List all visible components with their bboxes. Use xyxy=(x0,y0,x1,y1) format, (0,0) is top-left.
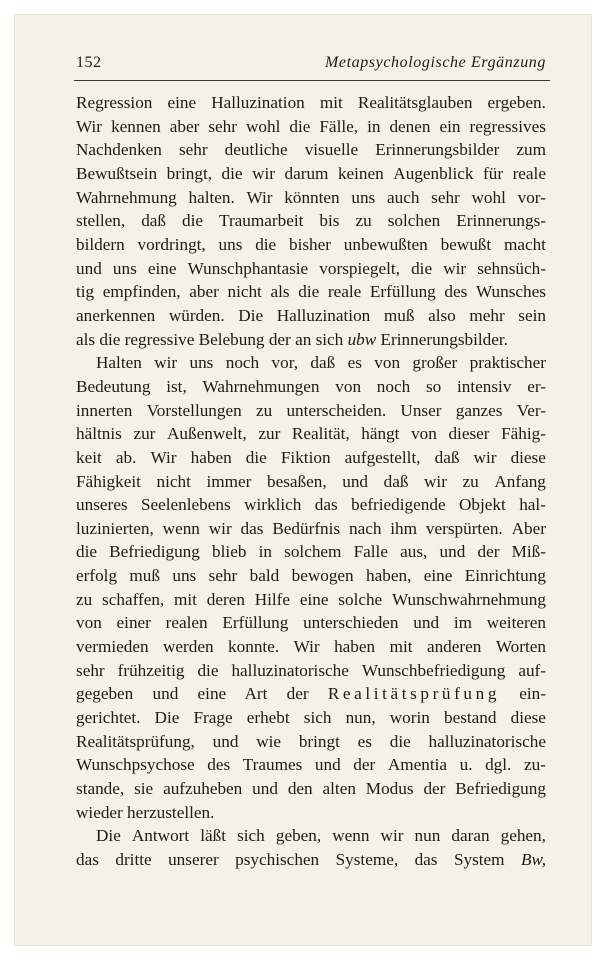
word: Erinnerungsbilder xyxy=(375,140,500,160)
word: sich xyxy=(303,708,332,728)
word: aufzuheben xyxy=(163,779,243,799)
word: bildern xyxy=(76,234,125,254)
text-line xyxy=(76,706,546,730)
text-line xyxy=(76,351,546,375)
word: alten xyxy=(322,779,356,799)
word: Augenblick xyxy=(393,163,474,183)
word: die xyxy=(389,731,411,751)
text-line xyxy=(76,611,546,635)
word: aber xyxy=(189,282,219,302)
word: aus, xyxy=(400,542,428,562)
word: Halten xyxy=(96,353,142,373)
word: zum xyxy=(516,140,546,160)
text-line xyxy=(76,848,546,872)
word: solche xyxy=(338,589,383,609)
word: keinen xyxy=(337,163,384,183)
book-page xyxy=(14,14,592,946)
word: der xyxy=(423,779,446,799)
body-text xyxy=(76,91,546,872)
word: die xyxy=(289,116,311,136)
word: noch xyxy=(376,376,411,396)
word: wir xyxy=(380,826,404,846)
text-line xyxy=(76,115,546,139)
word: Vorstellungen xyxy=(146,400,242,420)
word: daß xyxy=(383,471,409,491)
text-line xyxy=(76,162,546,186)
word: haben xyxy=(334,637,376,657)
word: mit xyxy=(174,589,197,609)
word: der xyxy=(353,755,376,775)
word: zu xyxy=(255,400,273,420)
word: Traumes xyxy=(242,755,303,775)
word: das xyxy=(240,518,264,538)
word: Fälle, xyxy=(319,116,359,136)
word: daran xyxy=(451,826,490,846)
word: ergeben. xyxy=(487,93,546,112)
word: wir xyxy=(154,353,178,373)
word: großer xyxy=(412,353,458,373)
word: der xyxy=(477,542,500,562)
word: dgl. xyxy=(485,755,512,775)
text-line xyxy=(76,446,546,470)
word: wir xyxy=(208,518,232,538)
word: Nachdenken xyxy=(76,140,162,160)
text-run: Erinnerungsbilder. xyxy=(376,329,508,349)
word: in xyxy=(367,116,381,136)
word: solchem xyxy=(284,542,342,562)
word: Bedürfnis xyxy=(272,518,341,538)
word: konnte. xyxy=(228,637,280,657)
word: vermieden xyxy=(76,637,149,657)
word: Wir xyxy=(293,637,320,657)
word: intensiv xyxy=(457,376,512,396)
word: Die xyxy=(96,826,121,846)
word: haben xyxy=(190,447,232,467)
word: Objekt xyxy=(459,495,506,515)
text-line xyxy=(76,493,546,517)
word: wie xyxy=(256,731,282,751)
word: Wunschwahrnehmung xyxy=(392,589,546,609)
word: sie xyxy=(134,779,154,799)
word: werden xyxy=(163,637,214,657)
word: auch xyxy=(386,187,420,207)
word: daß xyxy=(310,353,336,373)
text-run: als die regressive Belebung der an sich xyxy=(76,329,348,349)
word: und xyxy=(212,731,239,751)
word: Erinnerungs- xyxy=(456,211,546,231)
word: anderen xyxy=(426,637,482,657)
word: nicht xyxy=(156,471,191,491)
word: bringt xyxy=(298,731,340,751)
word: Frage xyxy=(193,708,233,728)
word: ein xyxy=(439,116,461,136)
spaced-term: Realitätsprüfung xyxy=(327,684,501,704)
word: befriedigende xyxy=(351,495,446,515)
text-line xyxy=(76,540,546,564)
word: erfolg xyxy=(76,566,118,586)
word: Modus xyxy=(365,779,414,799)
paragraph-2 xyxy=(76,351,546,824)
word: kennen xyxy=(111,116,161,136)
word: die xyxy=(221,163,243,183)
word: Wir xyxy=(150,447,177,467)
word: Fähig- xyxy=(501,424,546,444)
word: Wahrnehmungen xyxy=(202,376,320,396)
word: Seelenlebens xyxy=(140,495,231,515)
word: zur xyxy=(258,424,281,444)
word: Wunsches xyxy=(475,282,546,302)
word: mit xyxy=(319,93,343,112)
word: und xyxy=(76,258,102,278)
word: vor, xyxy=(271,353,299,373)
word: sehnsüch- xyxy=(477,258,546,278)
word: geben, xyxy=(275,826,322,846)
word: ab. xyxy=(115,447,137,467)
word: aufgestellt, xyxy=(344,447,421,467)
word: Regression xyxy=(76,93,153,112)
paragraph-1 xyxy=(76,91,546,351)
word: uns xyxy=(351,187,376,207)
word: unterschieden xyxy=(303,613,399,633)
text-line xyxy=(76,824,546,848)
word: von xyxy=(76,613,102,633)
word: weiteren xyxy=(486,613,546,633)
word: würden. xyxy=(168,305,225,325)
word: zu xyxy=(76,589,93,609)
word: deren xyxy=(206,589,245,609)
word: Unser xyxy=(400,400,442,420)
word: macht xyxy=(503,234,546,254)
word: Die xyxy=(238,305,264,325)
word: deutliche xyxy=(224,140,288,160)
word: dieser xyxy=(448,424,490,444)
word: Wunschbefriedigung xyxy=(361,660,506,680)
word: daß xyxy=(434,447,460,467)
word: daß xyxy=(141,211,167,231)
word: halluzinatorische xyxy=(231,660,349,680)
text-run: gegeben und eine Art der xyxy=(76,684,328,704)
paragraph-3 xyxy=(76,824,546,871)
word: und xyxy=(413,613,440,633)
word: und xyxy=(439,542,466,562)
word: Halluzination xyxy=(211,93,305,112)
word: die xyxy=(298,282,320,302)
word: aber xyxy=(169,116,200,136)
text-line xyxy=(76,730,546,754)
word: Fiktion xyxy=(280,447,331,467)
word: uns xyxy=(112,258,137,278)
text-line xyxy=(76,399,546,423)
word: besaßen, xyxy=(266,471,327,491)
header-rule xyxy=(74,80,550,81)
word: praktischer xyxy=(469,353,546,373)
text-line xyxy=(76,375,546,399)
text-line xyxy=(76,138,546,162)
text-line xyxy=(76,470,546,494)
word: die xyxy=(255,234,277,254)
text-line xyxy=(76,257,546,281)
word: wenn xyxy=(332,826,370,846)
text-line xyxy=(76,635,546,659)
word: reale xyxy=(512,163,546,183)
word: bewogen xyxy=(291,566,354,586)
word: wirklich xyxy=(244,495,302,515)
word: halten. xyxy=(188,187,235,207)
word: wohl xyxy=(471,187,506,207)
word: Außenwelt, xyxy=(167,424,247,444)
word: eine xyxy=(423,566,453,586)
word: das xyxy=(314,495,338,515)
word: visuelle xyxy=(304,140,359,160)
word: Miß- xyxy=(511,542,546,562)
word: sein xyxy=(518,305,546,325)
text-line xyxy=(76,328,546,352)
word: die xyxy=(411,258,433,278)
text-line xyxy=(76,682,546,706)
word: schaffen, xyxy=(102,589,165,609)
word: mehr xyxy=(469,305,505,325)
word: realen xyxy=(165,613,208,633)
word: sehr xyxy=(431,187,460,207)
word: wohl xyxy=(245,116,281,136)
text-line xyxy=(76,517,546,541)
word: es xyxy=(357,731,372,751)
word: mit xyxy=(389,637,413,657)
word: also xyxy=(428,305,456,325)
word: darum xyxy=(284,163,329,183)
word: einer xyxy=(116,613,151,633)
text-line xyxy=(76,280,546,304)
word: blieb xyxy=(212,542,247,562)
word: vordringt, xyxy=(137,234,206,254)
word: Amentia xyxy=(387,755,447,775)
word: ihm xyxy=(390,518,418,538)
word: Befriedigung xyxy=(455,779,546,799)
word: haben, xyxy=(366,566,412,586)
word: für xyxy=(483,163,504,183)
word: wir xyxy=(252,163,275,183)
word: wenn xyxy=(162,518,200,538)
word: Erfüllung xyxy=(222,613,289,633)
word: Fähigkeit xyxy=(76,471,141,491)
word: solchen xyxy=(387,211,441,231)
word: bis xyxy=(319,211,340,231)
word: tig xyxy=(76,282,95,302)
word: sehr xyxy=(76,660,105,680)
word: nicht xyxy=(227,282,262,302)
word: hal- xyxy=(519,495,546,515)
word: noch xyxy=(225,353,260,373)
word: empfinden, xyxy=(102,282,181,302)
word: Erfüllung xyxy=(369,282,436,302)
word: des xyxy=(207,755,231,775)
word: im xyxy=(453,613,472,633)
word: zu xyxy=(355,211,372,231)
text-line xyxy=(76,91,546,115)
text-line xyxy=(76,659,546,683)
word: zu xyxy=(462,471,479,491)
word: Die xyxy=(154,708,180,728)
text-line xyxy=(76,777,546,801)
word: innerten xyxy=(76,400,133,420)
word: diese xyxy=(510,708,546,728)
word: bisher xyxy=(288,234,331,254)
word: u. xyxy=(459,755,473,775)
word: eine xyxy=(167,93,197,112)
text-run: ein- xyxy=(500,684,546,704)
text-line xyxy=(76,209,546,233)
word: frühzeitig xyxy=(117,660,185,680)
word: Realitätsprüfung, xyxy=(76,731,195,751)
text-line: wieder herzustellen. xyxy=(76,802,215,822)
word: Wunschphantasie xyxy=(187,258,309,278)
word: es xyxy=(347,353,362,373)
word: Wir xyxy=(246,187,273,207)
word: zu- xyxy=(523,755,546,775)
word: nach xyxy=(348,518,382,538)
text-run: das dritte unserer psychischen Systeme, das System xyxy=(76,850,522,869)
word: muß xyxy=(129,566,160,586)
word: Halluzination xyxy=(276,305,371,325)
word: halluzinatorische xyxy=(428,731,546,751)
word: erhebt xyxy=(246,708,290,728)
word: des xyxy=(444,282,468,302)
word: hängt xyxy=(361,424,400,444)
word: gehen, xyxy=(500,826,546,846)
word: und xyxy=(252,779,278,799)
word: Wunschpsychose xyxy=(76,755,195,775)
word: gerichtet. xyxy=(76,708,141,728)
text-line xyxy=(76,753,546,777)
word: sehr xyxy=(208,566,238,586)
word: Worten xyxy=(495,637,546,657)
word: von xyxy=(374,353,401,373)
word: wir xyxy=(473,447,497,467)
word: diese xyxy=(510,447,546,467)
word: er- xyxy=(527,376,546,396)
word: uns xyxy=(218,234,243,254)
word: und xyxy=(314,755,341,775)
word: sich xyxy=(237,826,265,846)
word: denen xyxy=(389,116,431,136)
word: die xyxy=(245,447,267,467)
word: uns xyxy=(189,353,214,373)
word: als xyxy=(270,282,290,302)
word: Befriedigung xyxy=(109,542,200,562)
word: in xyxy=(258,542,272,562)
word: nun xyxy=(414,826,441,846)
word: Aber xyxy=(511,518,546,538)
word: Wahrnehmung xyxy=(76,187,177,207)
word: worin xyxy=(389,708,430,728)
word: stellen, xyxy=(76,211,126,231)
word: Realität, xyxy=(291,424,350,444)
word: die xyxy=(76,542,97,562)
word: von xyxy=(411,424,437,444)
page-number: 152 xyxy=(76,54,102,71)
word: läßt xyxy=(200,826,227,846)
word: Traumarbeit xyxy=(219,211,304,231)
word: so xyxy=(425,376,442,396)
word: von xyxy=(335,376,362,396)
word: Antwort xyxy=(131,826,190,846)
text-line xyxy=(76,233,546,257)
word: bewußt xyxy=(440,234,492,254)
italic-term: Bw, xyxy=(521,850,546,869)
word: reale xyxy=(327,282,362,302)
word: vorspiegelt, xyxy=(319,258,400,278)
text-line xyxy=(76,186,546,210)
word: ganzes xyxy=(455,400,503,420)
text-line xyxy=(76,422,546,446)
word: uns xyxy=(172,566,197,586)
word: anerkennen xyxy=(76,305,156,325)
text-line xyxy=(76,588,546,612)
word: bringt, xyxy=(166,163,213,183)
word: sehr xyxy=(208,116,237,136)
word: ist, xyxy=(166,376,187,396)
word: Falle xyxy=(353,542,388,562)
word: nun, xyxy=(345,708,376,728)
word: Bedeutung xyxy=(76,376,151,396)
word: unbewußten xyxy=(343,234,428,254)
text-line xyxy=(76,564,546,588)
word: zur xyxy=(133,424,156,444)
word: Einrichtung xyxy=(464,566,546,586)
word: sehr xyxy=(178,140,208,160)
word: stande, xyxy=(76,779,125,799)
word: Wir xyxy=(76,116,103,136)
section-title: Metapsychologische Ergänzung xyxy=(324,54,546,71)
running-head xyxy=(76,54,546,76)
word: Realitätsglauben xyxy=(357,93,473,112)
word: bestand xyxy=(443,708,497,728)
word: Hilfe xyxy=(254,589,291,609)
word: Ver- xyxy=(516,400,546,420)
word: immer xyxy=(206,471,252,491)
word: vor- xyxy=(517,187,546,207)
word: eine xyxy=(147,258,177,278)
word: Bewußtsein xyxy=(76,163,158,183)
word: luzinierten, xyxy=(76,518,154,538)
word: Anfang xyxy=(494,471,546,491)
word: eine xyxy=(299,589,329,609)
word: den xyxy=(287,779,313,799)
word: auf- xyxy=(518,660,546,680)
text-line xyxy=(76,304,546,328)
word: muß xyxy=(383,305,415,325)
word: hältnis xyxy=(76,424,122,444)
word: die xyxy=(197,660,219,680)
italic-term: ubw xyxy=(347,329,377,349)
word: keit xyxy=(76,447,102,467)
word: wir xyxy=(443,258,467,278)
word: verspürten. xyxy=(425,518,503,538)
word: könnten xyxy=(284,187,340,207)
word: unterscheiden. xyxy=(286,400,387,420)
word: wir xyxy=(424,471,447,491)
word: unseres xyxy=(76,495,128,515)
word: und xyxy=(342,471,368,491)
word: bald xyxy=(249,566,280,586)
word: die xyxy=(182,211,204,231)
word: regressives xyxy=(469,116,546,136)
